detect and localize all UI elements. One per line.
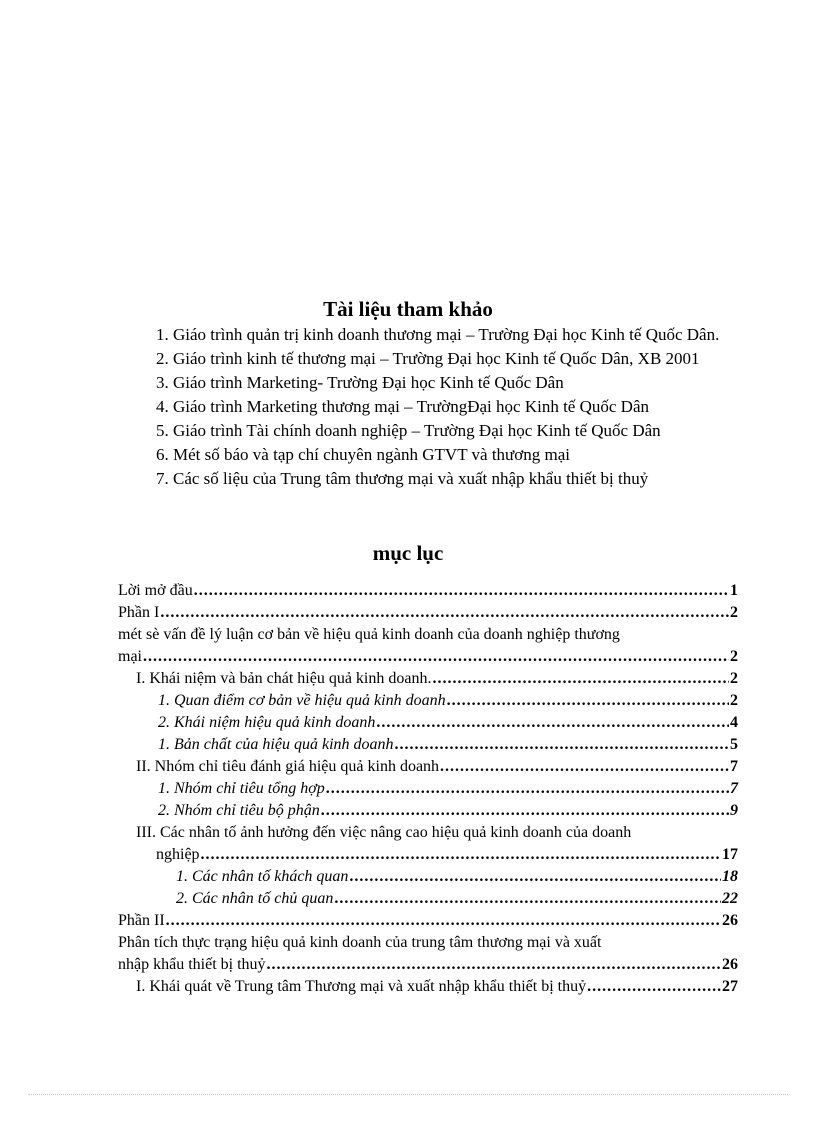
toc-entry-text: Phân tích thực trạng hiệu quả kinh doanh của trung tâm thương mại và xuất — [118, 934, 602, 951]
toc-entry-page: 4 — [730, 714, 738, 731]
toc-entry[interactable] — [118, 690, 738, 712]
toc-entry-text: Phần II — [118, 912, 165, 929]
toc-entry-text: mét sè vấn đề lý luận cơ bản về hiệu quả kinh doanh của doanh nghiệp thương — [118, 626, 620, 643]
toc-entry-page: 9 — [730, 802, 738, 819]
toc-entry-page: 1 — [730, 582, 738, 599]
toc-title: mục lục — [372, 541, 444, 565]
toc-leader-dots — [440, 756, 729, 778]
toc-leader-dots — [395, 734, 729, 756]
toc-entry-page: 27 — [722, 978, 738, 995]
toc-leader-dots — [201, 844, 721, 866]
toc-entry-text-cont: nhập khẩu thiết bị thuỷ — [118, 956, 266, 973]
toc-entry-page: 7 — [730, 758, 738, 775]
toc-entry-text: 2. Nhóm chỉ tiêu bộ phận — [158, 802, 320, 819]
toc-leader-dots — [447, 690, 729, 712]
toc-entry[interactable] — [118, 712, 738, 734]
toc-leader-dots — [432, 668, 729, 690]
toc-leader-dots — [326, 778, 729, 800]
toc-leader-dots — [143, 646, 729, 668]
reference-item: 4. Giáo trình Marketing thương mại – TrườngĐại học Kinh tế Quốc Dân — [156, 397, 649, 416]
toc-entry-page: 2 — [730, 692, 738, 709]
toc-leader-dots — [334, 888, 721, 910]
toc-entry[interactable] — [118, 822, 738, 866]
reference-item: 3. Giáo trình Marketing- Trường Đại học Kinh tế Quốc Dân — [156, 373, 564, 392]
reference-item: 5. Giáo trình Tài chính doanh nghiệp – Trường Đại học Kinh tế Quốc Dân — [156, 421, 661, 440]
toc-entry-page: 2 — [730, 604, 738, 621]
toc-entry-page: 22 — [722, 890, 738, 907]
toc-leader-dots — [321, 800, 729, 822]
reference-item: 2. Giáo trình kinh tế thương mại – Trường Đại học Kinh tế Quốc Dân, XB 2001 — [156, 349, 700, 368]
toc-entry-page: 2 — [730, 648, 738, 665]
toc-entry[interactable] — [118, 668, 738, 690]
toc-entry-text: 2. Khái niệm hiệu quả kinh doanh — [158, 714, 376, 731]
toc-entry-text: Phần I — [118, 604, 160, 621]
toc-entry-page: 7 — [730, 780, 738, 797]
toc-leader-dots — [160, 602, 729, 624]
toc-entry-text: Lời mở đầu — [118, 582, 193, 599]
toc-entry-text: II. Nhóm chỉ tiêu đánh giá hiệu quả kinh doanh — [136, 758, 440, 775]
toc-entry[interactable] — [118, 866, 738, 888]
toc-entry[interactable] — [118, 976, 738, 998]
toc-entry[interactable] — [118, 778, 738, 800]
toc-entry[interactable] — [118, 734, 738, 756]
toc-entry-page: 26 — [722, 956, 738, 973]
toc-leader-dots — [194, 580, 729, 602]
reference-item: 6. Mét số báo và tạp chí chuyên ngành GTVT và thương mại — [156, 445, 570, 464]
table-of-contents — [118, 580, 738, 998]
toc-leader-dots — [349, 866, 721, 888]
toc-entry-page: 17 — [722, 846, 738, 863]
toc-entry-page: 5 — [730, 736, 738, 753]
toc-entry-text: 2. Các nhân tố chủ quan — [176, 890, 334, 907]
toc-entry-text-cont: nghiệp — [156, 846, 200, 863]
references-title: Tài liệu tham khảo — [323, 297, 493, 321]
toc-entry-page: 26 — [722, 912, 738, 929]
toc-entry-text: I. Khái niệm và bản chát hiệu quả kinh doanh. — [136, 670, 432, 687]
toc-leader-dots — [166, 910, 721, 932]
toc-entry-text: III. Các nhân tố ảnh hưởng đến việc nâng cao hiệu quả kinh doanh của doanh — [136, 824, 632, 841]
toc-entry-page: 18 — [722, 868, 738, 885]
reference-item: 1. Giáo trình quản trị kinh doanh thương mại – Trường Đại học Kinh tế Quốc Dân. — [156, 325, 720, 344]
toc-entry-text-cont: mại — [118, 648, 142, 665]
toc-entry[interactable] — [118, 756, 738, 778]
toc-entry[interactable] — [118, 602, 738, 624]
toc-entry-text: 1. Nhóm chỉ tiêu tổng hợp — [158, 780, 325, 797]
toc-leader-dots — [587, 976, 721, 998]
toc-leader-dots — [376, 712, 729, 734]
toc-entry[interactable] — [118, 580, 738, 602]
toc-leader-dots — [267, 954, 721, 976]
page-bottom-rule — [28, 1094, 788, 1095]
toc-entry-text: 1. Quan điểm cơ bản về hiệu quả kinh doanh — [158, 692, 446, 709]
toc-entry[interactable] — [118, 888, 738, 910]
toc-entry-text: 1. Bản chất của hiệu quả kinh doanh — [158, 736, 394, 753]
reference-item: 7. Các số liệu của Trung tâm thương mại và xuất nhập khẩu thiết bị thuỷ — [156, 469, 649, 488]
toc-entry[interactable] — [118, 932, 738, 976]
toc-entry[interactable] — [118, 800, 738, 822]
toc-entry-text: I. Khái quát về Trung tâm Thương mại và xuất nhập khẩu thiết bị thuỷ — [136, 978, 587, 995]
references-list — [118, 323, 738, 491]
toc-entry[interactable] — [118, 910, 738, 932]
toc-entry-text: 1. Các nhân tố khách quan — [176, 868, 349, 885]
toc-entry[interactable] — [118, 624, 738, 668]
toc-entry-page: 2 — [730, 670, 738, 687]
